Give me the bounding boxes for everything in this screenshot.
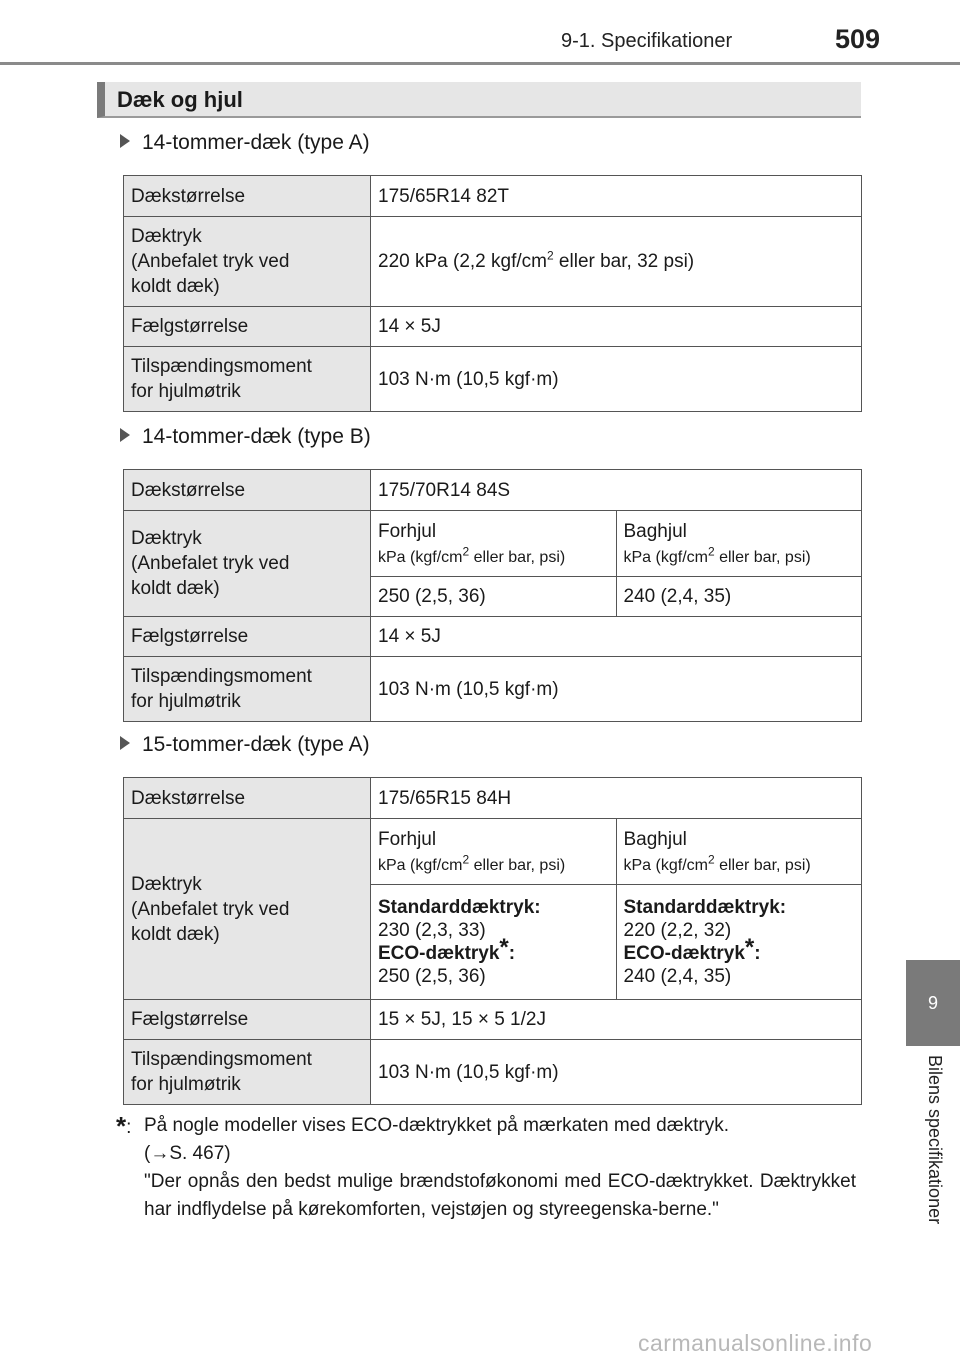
label-cell: Dækstørrelse	[124, 176, 371, 217]
table-row	[124, 819, 862, 885]
front-header-cell: Forhjul kPa ($kgf/cm^2$ eller bar, psi)	[371, 511, 617, 577]
label-cell: Dækstørrelse	[124, 778, 371, 819]
footnote-quote: "Der opnås den bedst mulige brændstoføkonomi med ECO-dæktrykket. Dæktrykket har indflydelse på kørekomforten, vejstøjen og styreegenska-berne."	[144, 1171, 856, 1220]
table-row	[124, 1040, 862, 1105]
front-value-cell: 250 (2,5, 36)	[371, 577, 617, 617]
table-row	[124, 347, 862, 412]
table-row	[124, 176, 862, 217]
chapter-number: 9	[927, 992, 938, 1013]
rear-header-cell: Baghjul kPa ($kgf/cm^2$ eller bar, psi)	[616, 819, 862, 885]
header-divider	[0, 62, 960, 65]
page-number: 509	[835, 24, 881, 54]
value-cell: 15 × 5J, 15 × 5 1/2J	[371, 1000, 862, 1040]
chapter-label-container	[920, 1055, 946, 1250]
spec-table-15a	[123, 777, 862, 1105]
footnote-mark: *:	[116, 1111, 132, 1141]
label-cell: Tilspændingsmoment for hjulmøtrik	[124, 347, 371, 412]
label-cell: Fælgstørrelse	[124, 1000, 371, 1040]
value-cell: 175/70R14 84S	[371, 470, 862, 511]
watermark: carmanualsonline.info	[638, 1330, 873, 1356]
label-cell: Tilspændingsmoment for hjulmøtrik	[124, 1040, 371, 1105]
label-cell: Dæktryk (Anbefalet tryk ved koldt dæk)	[124, 217, 371, 307]
rear-value-cell: Standarddæktryk: 220 (2,2, 32) ECO-dæktryk*: 240 (2,4, 35)	[616, 885, 862, 1000]
rear-value-cell: 240 (2,4, 35)	[616, 577, 862, 617]
section-title: Dæk og hjul	[117, 87, 243, 112]
triangle-bullet-icon	[120, 428, 130, 442]
label-cell: Dækstørrelse	[124, 470, 371, 511]
chapter-label: Bilens specifikationer	[925, 1055, 945, 1225]
label-cell: Tilspændingsmoment for hjulmøtrik	[124, 657, 371, 722]
table-row	[124, 657, 862, 722]
label-cell: Fælgstørrelse	[124, 307, 371, 347]
table-row	[124, 1000, 862, 1040]
value-cell: 175/65R14 82T	[371, 176, 862, 217]
rear-header-cell: Baghjul kPa ($kgf/cm^2$ eller bar, psi)	[616, 511, 862, 577]
value-cell: 103 N·m (10,5 kgf·m)	[371, 1040, 862, 1105]
triangle-bullet-icon	[120, 134, 130, 148]
label-cell: Dæktryk (Anbefalet tryk ved koldt dæk)	[124, 819, 371, 1000]
value-cell: 220 kPa (2,2 kgf/$cm^2$ eller bar, 32 psi)	[371, 217, 862, 307]
table-row	[124, 617, 862, 657]
table-row	[124, 778, 862, 819]
table-row	[124, 511, 862, 577]
table-row	[124, 307, 862, 347]
front-value-cell: Standarddæktryk: 230 (2,3, 33) ECO-dæktryk*: 250 (2,5, 36)	[371, 885, 617, 1000]
value-cell: 14 × 5J	[371, 307, 862, 347]
subheading-14b: 14-tommer-dæk (type B)	[120, 425, 371, 449]
footnote	[116, 1112, 856, 1224]
value-cell: 175/65R15 84H	[371, 778, 862, 819]
section-title-box	[97, 82, 861, 118]
table-row	[124, 470, 862, 511]
subheading-14a: 14-tommer-dæk (type A)	[120, 131, 370, 155]
chapter-tab[interactable]	[906, 960, 960, 1046]
footnote-line-1: På nogle modeller vises ECO-dæktrykket på mærkaten med dæktryk.	[144, 1115, 729, 1136]
footnote-ref-link[interactable]: (→S. 467)	[144, 1143, 231, 1164]
spec-table-14a	[123, 175, 862, 412]
value-cell: 103 N·m (10,5 kgf·m)	[371, 657, 862, 722]
label-cell: Fælgstørrelse	[124, 617, 371, 657]
value-cell: 14 × 5J	[371, 617, 862, 657]
section-header: 9-1. Specifikationer	[561, 30, 733, 52]
table-row	[124, 217, 862, 307]
front-header-cell: Forhjul kPa ($kgf/cm^2$ eller bar, psi)	[371, 819, 617, 885]
subheading-15a: 15-tommer-dæk (type A)	[120, 733, 370, 757]
value-cell: 103 N·m (10,5 kgf·m)	[371, 347, 862, 412]
label-cell: Dæktryk (Anbefalet tryk ved koldt dæk)	[124, 511, 371, 617]
triangle-bullet-icon	[120, 736, 130, 750]
spec-table-14b	[123, 469, 862, 722]
